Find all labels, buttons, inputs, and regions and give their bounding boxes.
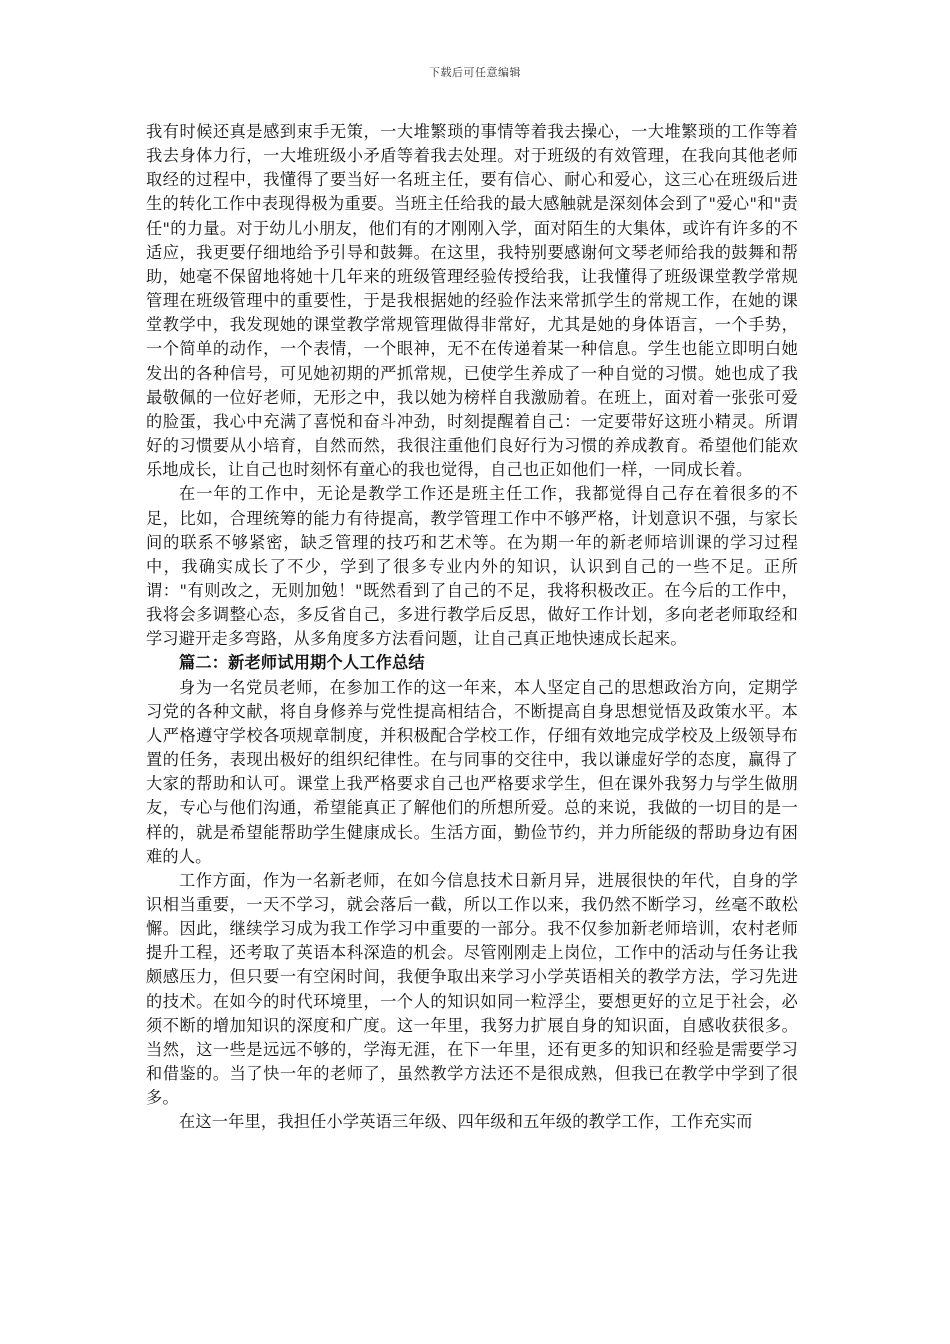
body-paragraph: 在一年的工作中，无论是教学工作还是班主任工作，我都觉得自己存在着很多的不足，比如，合理统筹的能力有待提高，教学管理工作中不够严格，计划意识不强，与家长间的联系不够紧密，缺乏管理的技巧和艺术等。在为期一年的新老师培训课的学习过程中，我确实成长了不少，学到了很多专业内外的知识，认识到自己的一些不足。正所谓："有则改之，无则加勉！"既然看到了自己的不足，我将积极改正。在今后的工作中，我将会多调整心态，多反省自己，多进行教学后反思，做好工作计划，多向老老师取经和学习避开走多弯路，从多角度多方法看问题，让自己真正地快速成长起来。 (146, 484, 798, 649)
body-paragraph: 身为一名党员老师，在参加工作的这一年来，本人坚定自己的思想政治方向，定期学习党的各种文献，将自身修养与党性提高相结合，不断提高自身思想觉悟及政策水平。本人严格遵守学校各项规章制度，并积极配合学校工作，仔细有效地完成学校及上级领导布置的任务，表现出极好的组织纪律性。在与同事的交往中，我以谦虚好学的态度，赢得了大家的帮助和认可。课堂上我严格要求自己也严格要求学生，但在课外我努力与学生做朋友，专心与他们沟通，希望能真正了解他们的所想所爱。总的来说，我做的一切目的是一样的，就是希望能帮助学生健康成长。生活方面，勤俭节约，并力所能级的帮助身边有困难的人。 (146, 677, 798, 866)
body-paragraph: 在这一年里，我担任小学英语三年级、四年级和五年级的教学工作，工作充实而 (179, 1112, 753, 1132)
section-heading: 篇二：新老师试用期个人工作总结 (179, 653, 425, 673)
document-body (146, 120, 798, 1135)
body-paragraph: 工作方面，作为一名新老师，在如今信息技术日新月异，进展很快的年代，自身的学识相当重要，一天不学习，就会落后一截，所以工作以来，我仍然不断学习，丝毫不敢松懈。因此，继续学习成为我工作学习中重要的一部分。我不仅参加新老师培训，农村老师提升工程，还考取了英语本科深造的机会。尽管刚刚走上岗位，工作中的活动与任务让我颇感压力，但只要一有空闲时间，我便争取出来学习小学英语相关的教学方法，学习先进的技术。在如今的时代环境里，一个人的知识如同一粒浮尘，要想更好的立足于社会，必须不断的增加知识的深度和广度。这一年里，我努力扩展自身的知识面，自感收获很多。当然，这一些是远远不够的，学海无涯，在下一年里，还有更多的知识和经验是需要学习和借鉴的。当了快一年的老师了，虽然教学方法还不是很成熟，但我已在教学中学到了很多。 (146, 870, 798, 1108)
page-header: 下载后可任意编辑 (429, 66, 521, 79)
body-paragraph: 我有时候还真是感到束手无策，一大堆繁琐的事情等着我去操心，一大堆繁琐的工作等着我去身体力行，一大堆班级小矛盾等着我去处理。对于班级的有效管理，在我向其他老师取经的过程中，我懂得了要当好一名班主任，要有信心、耐心和爱心，这三心在班级后进生的转化工作中表现得极为重要。当班主任给我的最大感触就是深刻体会到了"爱心"和"责任"的力量。对于幼儿小朋友，他们有的才刚刚入学，面对陌生的大集体，或许有许多的不适应，我更要仔细地给予引导和鼓舞。在这里，我特别要感谢何文琴老师给我的鼓舞和帮助，她毫不保留地将她十几年来的班级管理经验传授给我，让我懂得了班级课堂教学常规管理在班级管理中的重要性，于是我根据她的经验作法来常抓学生的常规工作，在她的课堂教学中，我发现她的课堂教学常规管理做得非常好，尤其是她的身体语言，一个手势，一个简单的动作，一个表情，一个眼神，无不在传递着某一种信息。学生也能立即明白她发出的各种信号，可见她初期的严抓常规，已使学生养成了一种自觉的习惯。她也成了我最敬佩的一位好老师，无形之中，我以她为榜样自我激励着。在班上，面对着一张张可爱的脸蛋，我心中充满了喜悦和奋斗冲劲，时刻提醒着自己：一定要带好这班小精灵。所谓好的习惯要从小培育，自然而然，我很注重他们良好行为习惯的养成教育。希望他们能欢乐地成长，让自己也时刻怀有童心的我也觉得，自己也正如他们一样，一同成长着。 (146, 122, 798, 480)
